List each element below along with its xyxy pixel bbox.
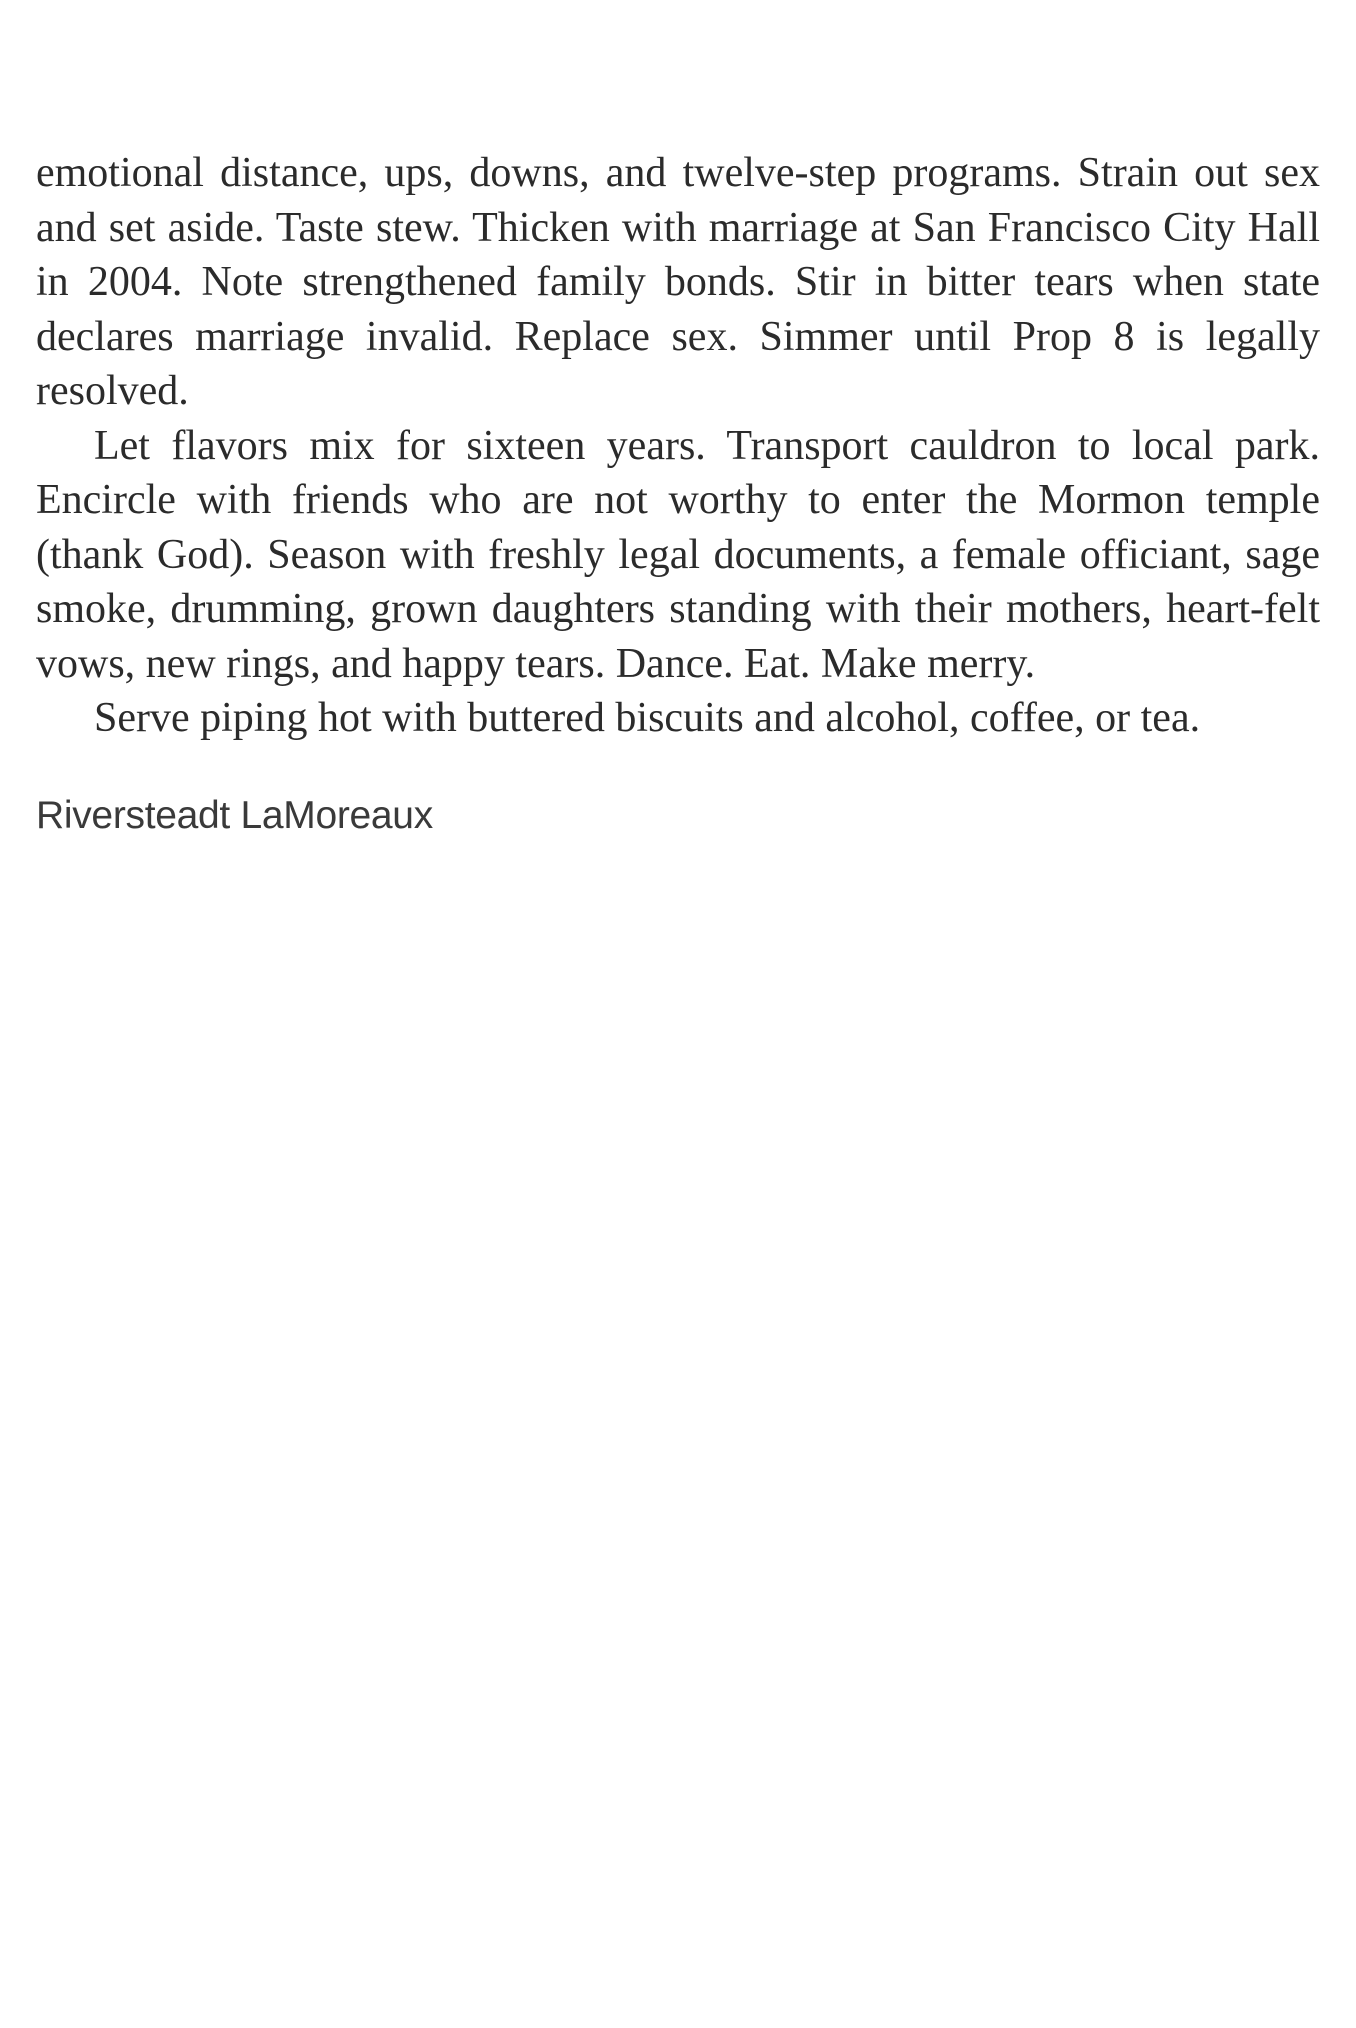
paragraph-closing: Serve piping hot with buttered biscuits and alcohol, coffee, or tea. [94,695,1201,741]
poem-text [36,146,1320,746]
author-byline: Riversteadt LaMoreaux [36,793,433,837]
paragraph-continued: emotional distance, ups, downs, and twelve-step programs. Strain out sex and set aside. Taste stew. Thicken with marriage at San Francisco City Hall in 2004. Note strengthened family bonds. Stir in bitter tears when state declares marriage invalid. Replace sex. Simmer until Prop 8 is legally resolved. [36,150,1320,414]
paragraph: Let flavors mix for sixteen years. Transport cauldron to local park. Encircle with friends who are not worthy to enter the Mormon temple (thank God). Season with freshly legal documents, a female officiant, sage smoke, drumming, grown daughters standing with their mothers, heart-felt vows, new rings, and happy tears. Dance. Eat. Make merry. [36,422,1320,687]
page-body [36,146,1320,838]
